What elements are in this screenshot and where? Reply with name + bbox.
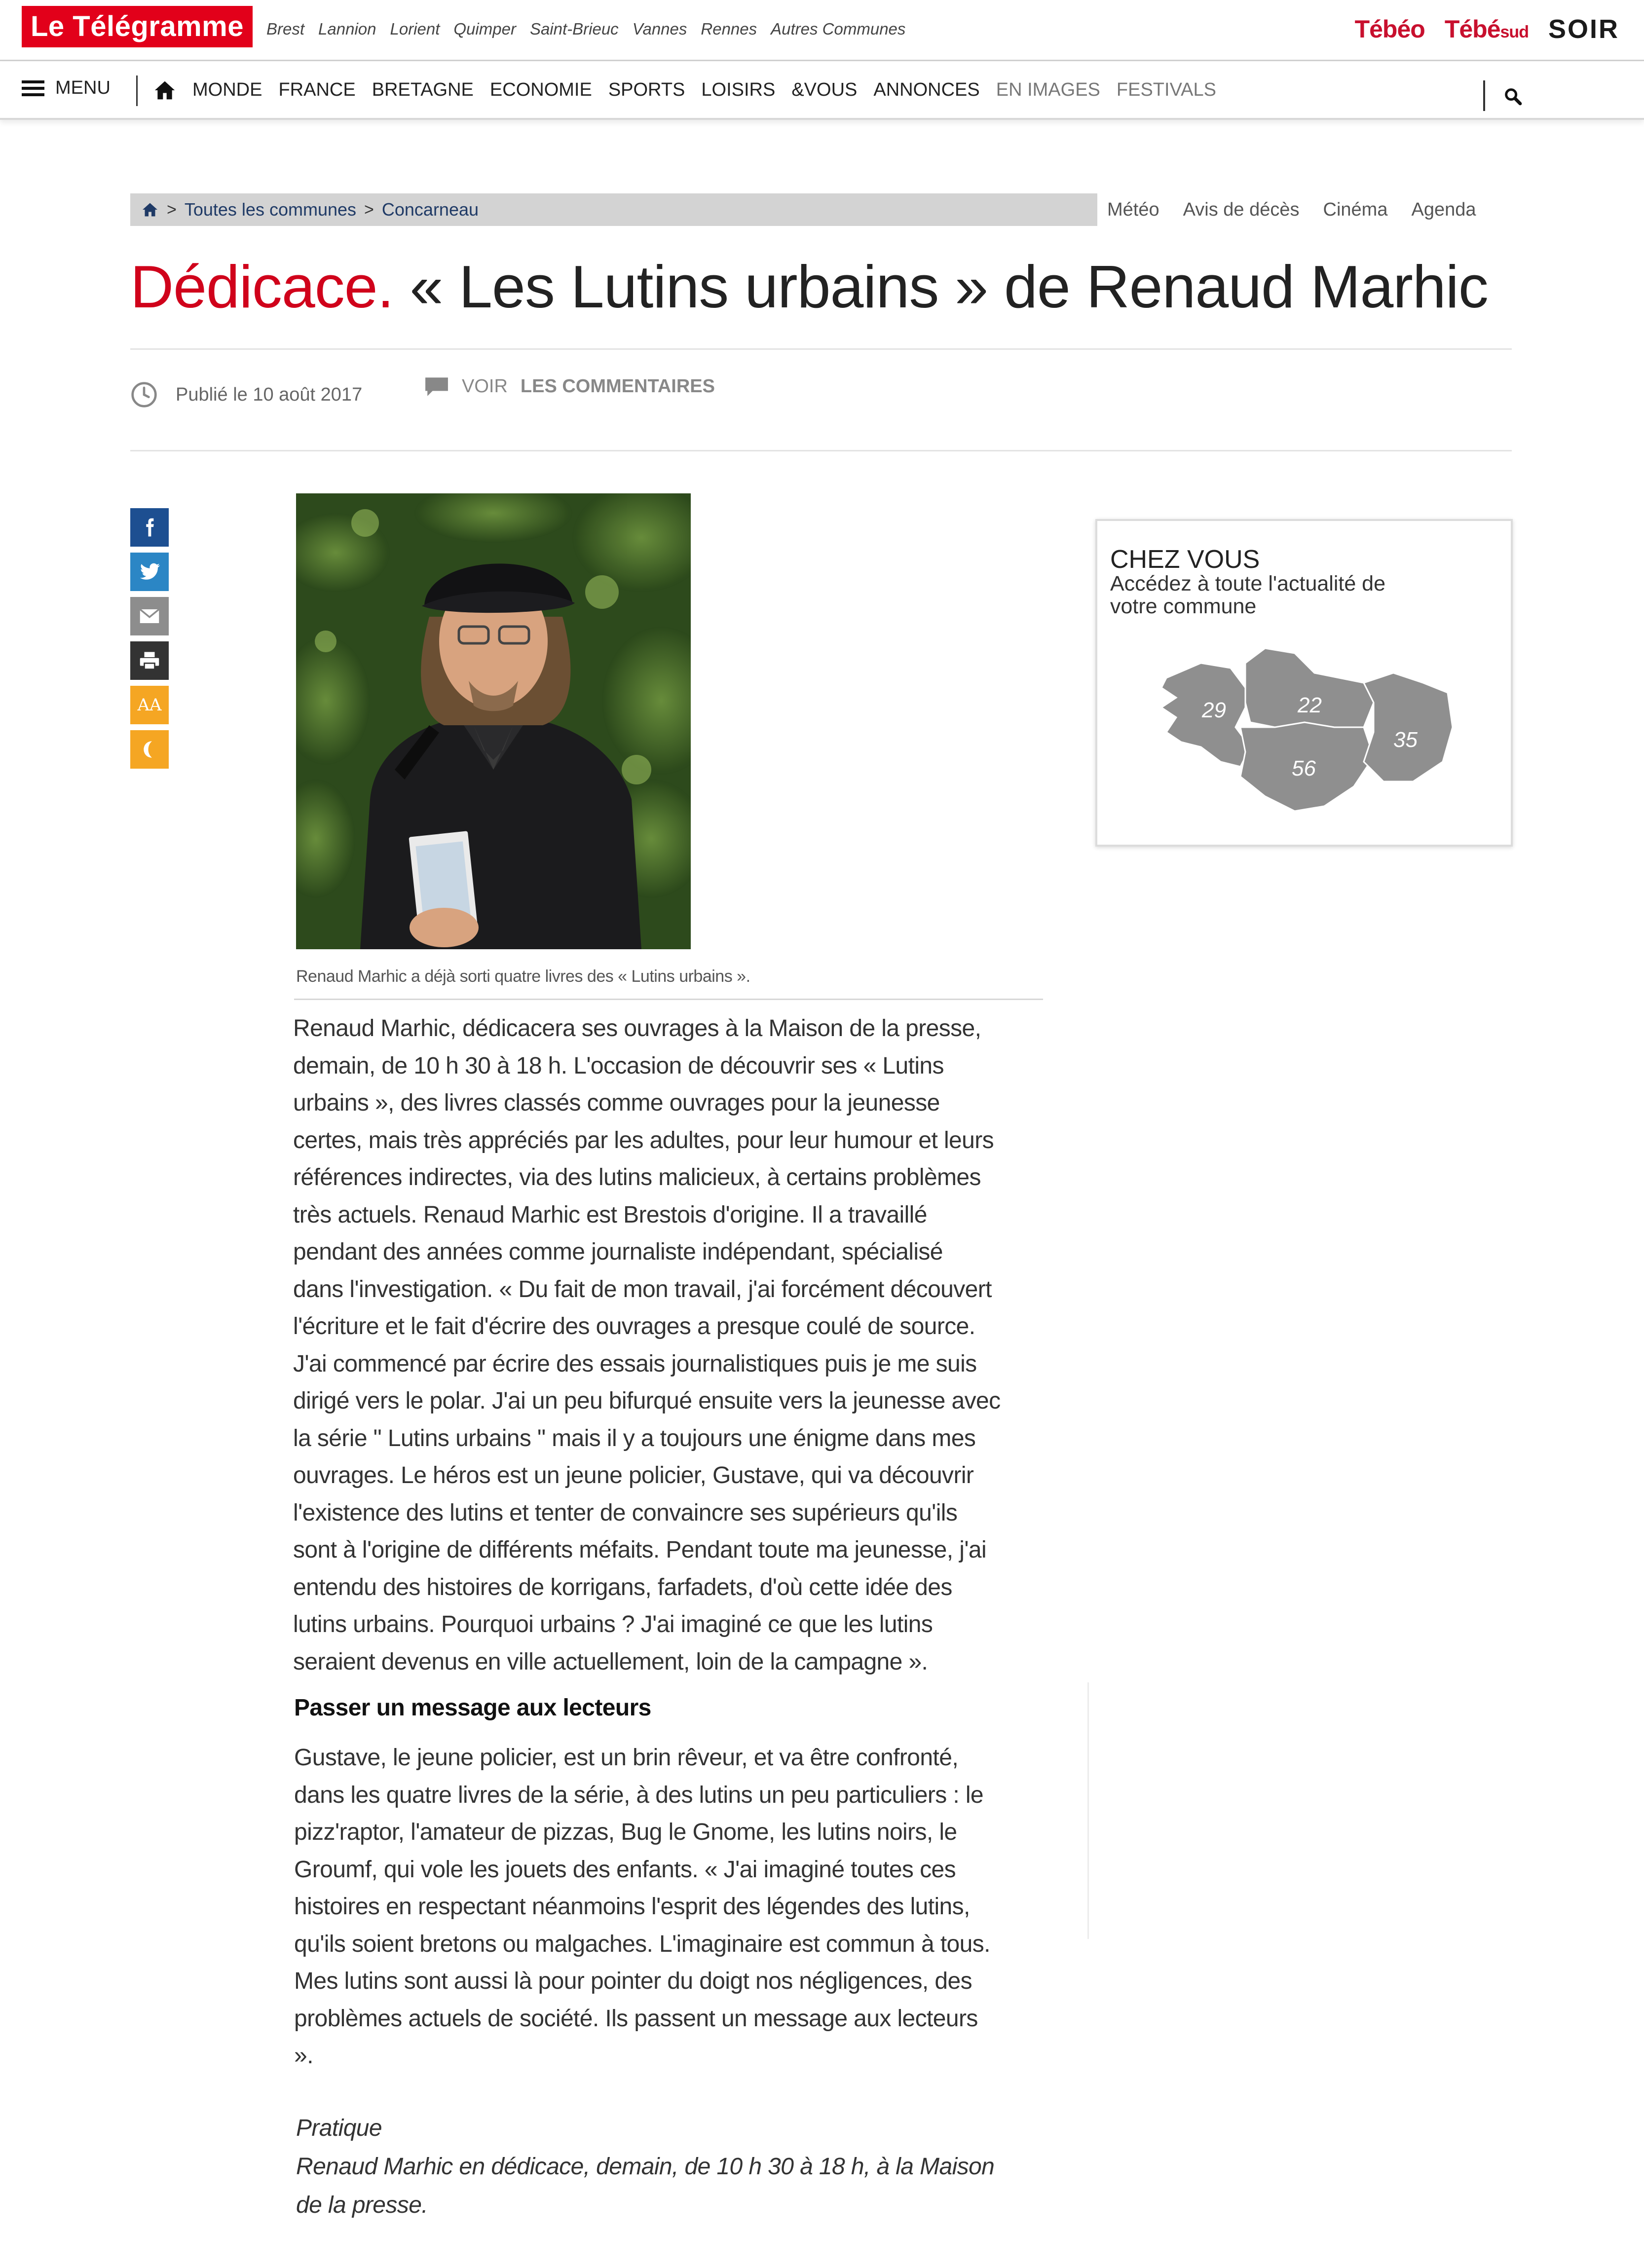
- facebook-share-button[interactable]: [130, 508, 169, 547]
- article-line: Gustave, le jeune policier, est un brin rêveur, et va être confronté,: [294, 1745, 959, 1771]
- article-line: sont à l'origine de différents méfaits. Pendant toute ma jeunesse, j'ai: [293, 1537, 987, 1563]
- article-line: dirigé vers le polar. J'ai un peu bifurqué ensuite vers la jeunesse avec: [293, 1388, 1001, 1414]
- article-line: Groumf, qui vole les jouets des enfants. « J'ai imaginé toutes ces: [294, 1856, 956, 1883]
- nav-link-economie[interactable]: ECONOMIE: [489, 79, 592, 100]
- title-text: « Les Lutins urbains » de Renaud Marhic: [393, 253, 1488, 320]
- comment-icon: [424, 376, 449, 397]
- share-toolbar: [130, 508, 169, 769]
- clock-icon: [130, 381, 158, 409]
- article-line: pendant des années comme journaliste indépendant, spécialisé: [293, 1239, 943, 1265]
- article-line: demain, de 10 h 30 à 18 h. L'occasion de découvrir ses « Lutins: [293, 1052, 944, 1079]
- font-size-button[interactable]: [130, 686, 169, 724]
- tebesud-logo[interactable]: [1445, 15, 1529, 43]
- breadcrumb-separator: >: [167, 200, 177, 219]
- article-body: [293, 1010, 1053, 1680]
- article-line: histoires en respectant néanmoins l'esprit des légendes des lutins,: [294, 1894, 970, 1920]
- department-label-29: 29: [1202, 698, 1226, 722]
- city-link[interactable]: Saint-Brieuc: [529, 20, 619, 38]
- breadcrumb: [130, 193, 1097, 226]
- night-mode-button[interactable]: [130, 730, 169, 769]
- caption-divider: [294, 999, 1043, 1000]
- city-link[interactable]: Lorient: [390, 20, 440, 38]
- pratique-note: [296, 2109, 1056, 2225]
- main-nav: [0, 63, 1644, 120]
- brittany-map[interactable]: [1147, 643, 1472, 831]
- city-link[interactable]: Quimper: [453, 20, 516, 38]
- nav-divider: [136, 75, 138, 106]
- city-link[interactable]: Rennes: [701, 20, 757, 38]
- nav-link-monde[interactable]: MONDE: [192, 79, 262, 100]
- article-line: Mes lutins sont aussi là pour pointer du doigt nos négligences, des: [294, 1968, 972, 1994]
- article-line: très actuels. Renaud Marhic est Brestois d'origine. Il a travaillé: [293, 1201, 927, 1228]
- article-line: lutins urbains. Pourquoi urbains ? J'ai imaginé ce que les lutins: [293, 1611, 933, 1637]
- article-line: seraient devenus en ville actuellement, loin de la campagne ».: [293, 1648, 928, 1675]
- nav-link-bretagne[interactable]: BRETAGNE: [372, 79, 474, 100]
- print-button[interactable]: [130, 641, 169, 680]
- nav-link-festivals[interactable]: FESTIVALS: [1116, 79, 1216, 100]
- quick-link-meteo[interactable]: Météo: [1107, 199, 1159, 220]
- article-line: dans l'investigation. « Du fait de mon travail, j'ai forcément découvert: [293, 1276, 992, 1302]
- pratique-line: Pratique: [296, 2115, 382, 2141]
- article-line: J'ai commencé par écrire des essais journalistiques puis je me suis: [293, 1350, 977, 1377]
- quick-link-avis-de-deces[interactable]: Avis de décès: [1183, 199, 1300, 220]
- twitter-icon: [138, 560, 161, 583]
- search-divider: [1483, 80, 1485, 111]
- home-icon[interactable]: [141, 201, 159, 219]
- nav-link-vous[interactable]: &VOUS: [791, 79, 858, 100]
- menu-button[interactable]: [22, 77, 111, 99]
- breadcrumb-toutes-les-communes[interactable]: Toutes les communes: [184, 199, 357, 220]
- department-label-56: 56: [1292, 756, 1316, 781]
- site-logo[interactable]: Le Télégramme: [22, 6, 253, 47]
- tebeo-logo[interactable]: Tébéo: [1354, 15, 1425, 43]
- mail-share-button[interactable]: [130, 597, 169, 635]
- menu-label: MENU: [55, 77, 111, 98]
- nav-link-sports[interactable]: SPORTS: [608, 79, 685, 100]
- published-date: Publié le 10 août 2017: [176, 384, 363, 405]
- article-line: l'existence des lutins et tenter de convaincre ses supérieurs qu'ils: [293, 1499, 958, 1526]
- chez-vous-widget[interactable]: [1095, 519, 1513, 847]
- city-link[interactable]: Autres Communes: [771, 20, 906, 38]
- widget-subtitle: Accédez à toute l'actualité de votre commune: [1110, 572, 1386, 618]
- quick-link-cinema[interactable]: Cinéma: [1323, 199, 1388, 220]
- article-line: qu'ils soient bretons ou malgaches. L'imaginaire est commun à tous.: [294, 1931, 990, 1957]
- breadcrumb-separator: >: [364, 200, 374, 219]
- department-label-22: 22: [1298, 693, 1322, 717]
- breadcrumb-concarneau[interactable]: Concarneau: [381, 199, 479, 220]
- article-line: Renaud Marhic, dédicacera ses ouvrages à la Maison de la presse,: [293, 1015, 981, 1041]
- quick-links: [1107, 199, 1476, 221]
- article-line: ».: [294, 2043, 313, 2069]
- article-meta: [130, 376, 715, 409]
- soir-logo[interactable]: SOIR: [1548, 14, 1619, 44]
- article-line: l'écriture et le fait d'écrire des ouvrages a presque coulé de source.: [293, 1313, 975, 1339]
- article-line: ouvrages. Le héros est un jeune policier, Gustave, qui va découvrir: [293, 1462, 974, 1488]
- home-icon[interactable]: [154, 79, 176, 101]
- city-link[interactable]: Lannion: [318, 20, 376, 38]
- partner-links: [1355, 14, 1619, 44]
- title-kicker: Dédicace.: [130, 253, 394, 320]
- view-comments-link[interactable]: [424, 376, 715, 397]
- article-line: références indirectes, via des lutins malicieux, à certains problèmes: [293, 1164, 981, 1190]
- title-divider: [130, 348, 1512, 350]
- search-icon[interactable]: [1503, 86, 1523, 106]
- font-size-icon: AA: [137, 695, 162, 715]
- article-line: pizz'raptor, l'amateur de pizzas, Bug le Gnome, les lutins noirs, le: [294, 1819, 957, 1845]
- nav-links: [192, 79, 1216, 101]
- department-35: [1364, 673, 1453, 781]
- comments-label-a: VOIR: [462, 376, 508, 397]
- nav-link-loisirs[interactable]: LOISIRS: [701, 79, 776, 100]
- moon-icon: [140, 739, 159, 760]
- article-line: certes, mais très appréciés par les adultes, pour leur humour et leurs: [293, 1127, 994, 1153]
- tebesud-part-a: Tébé: [1444, 15, 1500, 43]
- city-link[interactable]: Brest: [266, 20, 305, 38]
- comments-label-b: LES COMMENTAIRES: [520, 376, 715, 397]
- nav-link-en-images[interactable]: EN IMAGES: [996, 79, 1100, 100]
- meta-divider: [130, 450, 1512, 451]
- mail-icon: [139, 608, 160, 625]
- column-divider: [1087, 1682, 1089, 1939]
- city-link[interactable]: Vannes: [632, 20, 687, 38]
- article-photo[interactable]: [296, 493, 691, 949]
- facebook-icon: [140, 516, 159, 539]
- hamburger-icon: [22, 80, 44, 96]
- print-icon: [139, 651, 160, 670]
- article-body-continued: [294, 1739, 1054, 2075]
- nav-link-france[interactable]: FRANCE: [278, 79, 356, 100]
- photo-caption: Renaud Marhic a déjà sorti quatre livres des « Lutins urbains ».: [296, 967, 750, 986]
- widget-title: CHEZ VOUS: [1110, 545, 1260, 574]
- article-line: urbains », des livres classés comme ouvrages pour la jeunesse: [293, 1090, 940, 1116]
- city-links: [266, 20, 905, 38]
- article-line: problèmes actuels de société. Ils passent un message aux lecteurs: [294, 2005, 978, 2032]
- quick-link-agenda[interactable]: Agenda: [1411, 199, 1476, 220]
- nav-link-annonces[interactable]: ANNONCES: [873, 79, 980, 100]
- article-line: dans les quatre livres de la série, à des lutins un peu particuliers : le: [294, 1782, 983, 1808]
- article-title: [130, 250, 1512, 324]
- department-label-35: 35: [1393, 728, 1418, 752]
- article-line: la série " Lutins urbains " mais il y a toujours une énigme dans mes: [293, 1425, 976, 1451]
- pratique-line: de la presse.: [296, 2192, 428, 2218]
- top-bar: [0, 0, 1644, 61]
- article-subheading: Passer un message aux lecteurs: [294, 1695, 651, 1721]
- tebesud-part-b: sud: [1500, 23, 1529, 41]
- pratique-line: Renaud Marhic en dédicace, demain, de 10 h 30 à 18 h, à la Maison: [296, 2154, 995, 2180]
- article-line: entendu des histoires de korrigans, farfadets, d'où cette idée des: [293, 1574, 952, 1600]
- twitter-share-button[interactable]: [130, 553, 169, 591]
